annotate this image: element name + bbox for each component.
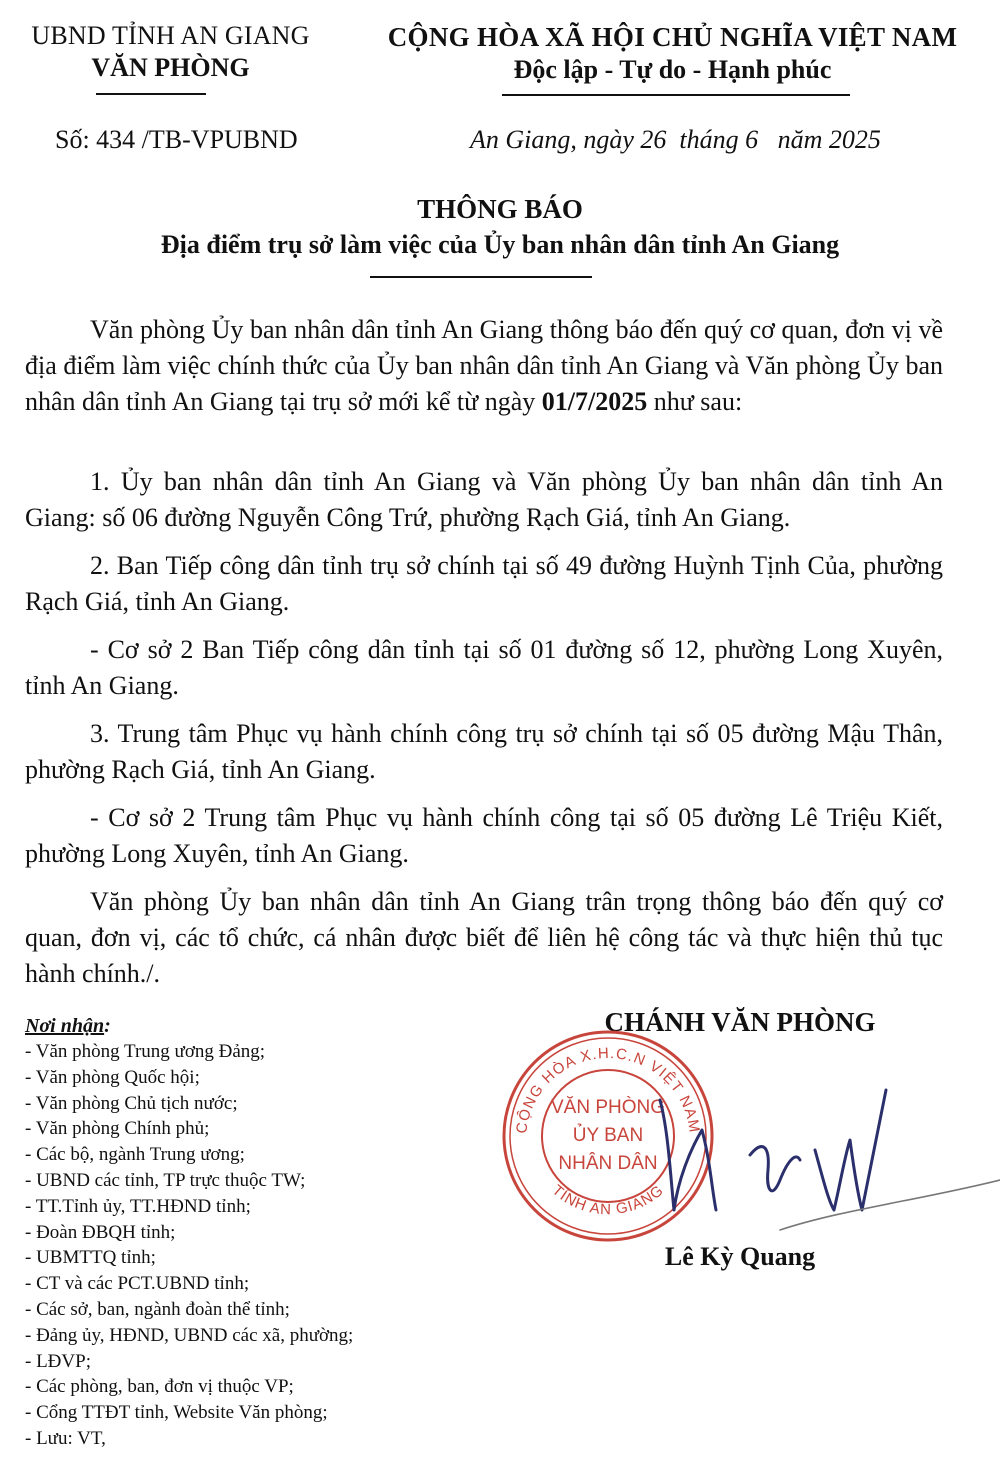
item-2: 2. Ban Tiếp công dân tỉnh trụ sở chính tại số 49 đường Huỳnh Tịnh Của, phường Rạch Giá, tỉnh An Giang. [25, 551, 943, 616]
handwritten-signature [640, 1060, 1000, 1240]
agency-underline [96, 93, 206, 95]
item-3: 3. Trung tâm Phục vụ hành chính công trụ sở chính tại số 05 đường Mậu Thân, phường Rạch Giá, tỉnh An Giang. [25, 719, 943, 784]
list-item: - CT và các PCT.UBND tỉnh; [25, 1273, 250, 1295]
recipients-heading [25, 1013, 495, 1039]
intro-tail: như sau: [647, 387, 743, 416]
list-item: - Đảng ủy, HĐND, UBND các xã, phường; [25, 1324, 354, 1346]
list-item: - Văn phòng Chủ tịch nước; [25, 1092, 238, 1114]
stamp-center-line: NHÂN DÂN [558, 1153, 658, 1174]
list-item: - Văn phòng Chính phủ; [25, 1118, 210, 1140]
national-motto [370, 20, 975, 86]
list-item: - Đoàn ĐBQH tỉnh; [25, 1221, 176, 1243]
document-title: THÔNG BÁO [417, 194, 583, 224]
nation-slogan: Độc lập - Tự do - Hạnh phúc [513, 55, 832, 84]
stamp-ring-text: CỘNG HÒA X.H.C.N VIỆT NAM [513, 1044, 703, 1135]
closing-paragraph: Văn phòng Ủy ban nhân dân tỉnh An Giang trân trọng thông báo đến quý cơ quan, đơn vị, các tổ chức, cá nhân được biết để liên hệ công tác và thực hiện thủ tục hành chính./. [25, 887, 943, 988]
list-item: - Các sở, ban, ngành đoàn thể tỉnh; [25, 1298, 290, 1320]
item-2-branch: - Cơ sở 2 Ban Tiếp công dân tỉnh tại số 01 đường số 12, phường Long Xuyên, tỉnh An Giang. [25, 635, 943, 700]
item-3-branch: - Cơ sở 2 Trung tâm Phục vụ hành chính công tại số 05 đường Lê Triệu Kiết, phường Long Xuyên, tỉnh An Giang. [25, 803, 943, 868]
effective-date: 01/7/2025 [541, 387, 648, 416]
list-item: - Văn phòng Trung ương Đảng; [25, 1041, 266, 1062]
recipients-list [25, 1039, 495, 1452]
stamp-center-line: VĂN PHÒNG [550, 1097, 666, 1118]
list-item: - UBMTTQ tỉnh; [25, 1247, 156, 1269]
agency-province: UBND TỈNH AN GIANG [31, 21, 310, 50]
list-item: - LĐVP; [25, 1350, 91, 1372]
title-underline [370, 276, 592, 278]
list-item: - Cổng TTĐT tỉnh, Website Văn phòng; [25, 1402, 328, 1424]
issuing-agency [18, 20, 323, 84]
stamp-bottom-text: TỈNH AN GIANG [548, 1181, 668, 1219]
list-item: - Lưu: VT, [25, 1427, 106, 1449]
motto-underline [502, 94, 850, 96]
signer-name: Lê Kỳ Quang [664, 1242, 816, 1271]
agency-office: VĂN PHÒNG [91, 53, 250, 82]
item-1: 1. Ủy ban nhân dân tỉnh An Giang và Văn phòng Ủy ban nhân dân tỉnh An Giang: số 06 đường Nguyễn Công Trứ, phường Rạch Giá, tỉnh An Giang. [25, 467, 943, 532]
document-subtitle: Địa điểm trụ sở làm việc của Ủy ban nhân dân tỉnh An Giang [160, 230, 840, 259]
nation-name: CỘNG HÒA XÃ HỘI CHỦ NGHĨA VIỆT NAM [387, 22, 958, 52]
recipients-heading-colon: : [104, 1015, 111, 1037]
recipients-block [25, 1013, 495, 1452]
list-item: - UBND các tỉnh, TP trực thuộc TW; [25, 1169, 306, 1191]
list-item: - TT.Tỉnh ủy, TT.HĐND tỉnh; [25, 1195, 251, 1217]
intro-text: Văn phòng Ủy ban nhân dân tỉnh An Giang thông báo đến quý cơ quan, đơn vị về địa điểm làm việc chính thức của Ủy ban nhân dân tỉnh An Giang và Văn phòng Ủy ban nhân dân tỉnh An Giang tại trụ sở mới kể từ ngày [25, 315, 943, 416]
intro-paragraph [25, 312, 943, 420]
stamp-center-line: ỦY BAN [572, 1125, 644, 1146]
list-item: - Văn phòng Quốc hội; [25, 1066, 200, 1088]
list-item: - Các bộ, ngành Trung ương; [25, 1144, 245, 1166]
signer-position: CHÁNH VĂN PHÒNG [604, 1007, 876, 1037]
document-date: An Giang, ngày 26 tháng 6 năm 2025 [470, 125, 881, 154]
list-item: - Các phòng, ban, đơn vị thuộc VP; [25, 1376, 294, 1398]
document-number: Số: 434 /TB-VPUBND [55, 125, 298, 154]
recipients-heading-text: Nơi nhận [25, 1015, 105, 1037]
